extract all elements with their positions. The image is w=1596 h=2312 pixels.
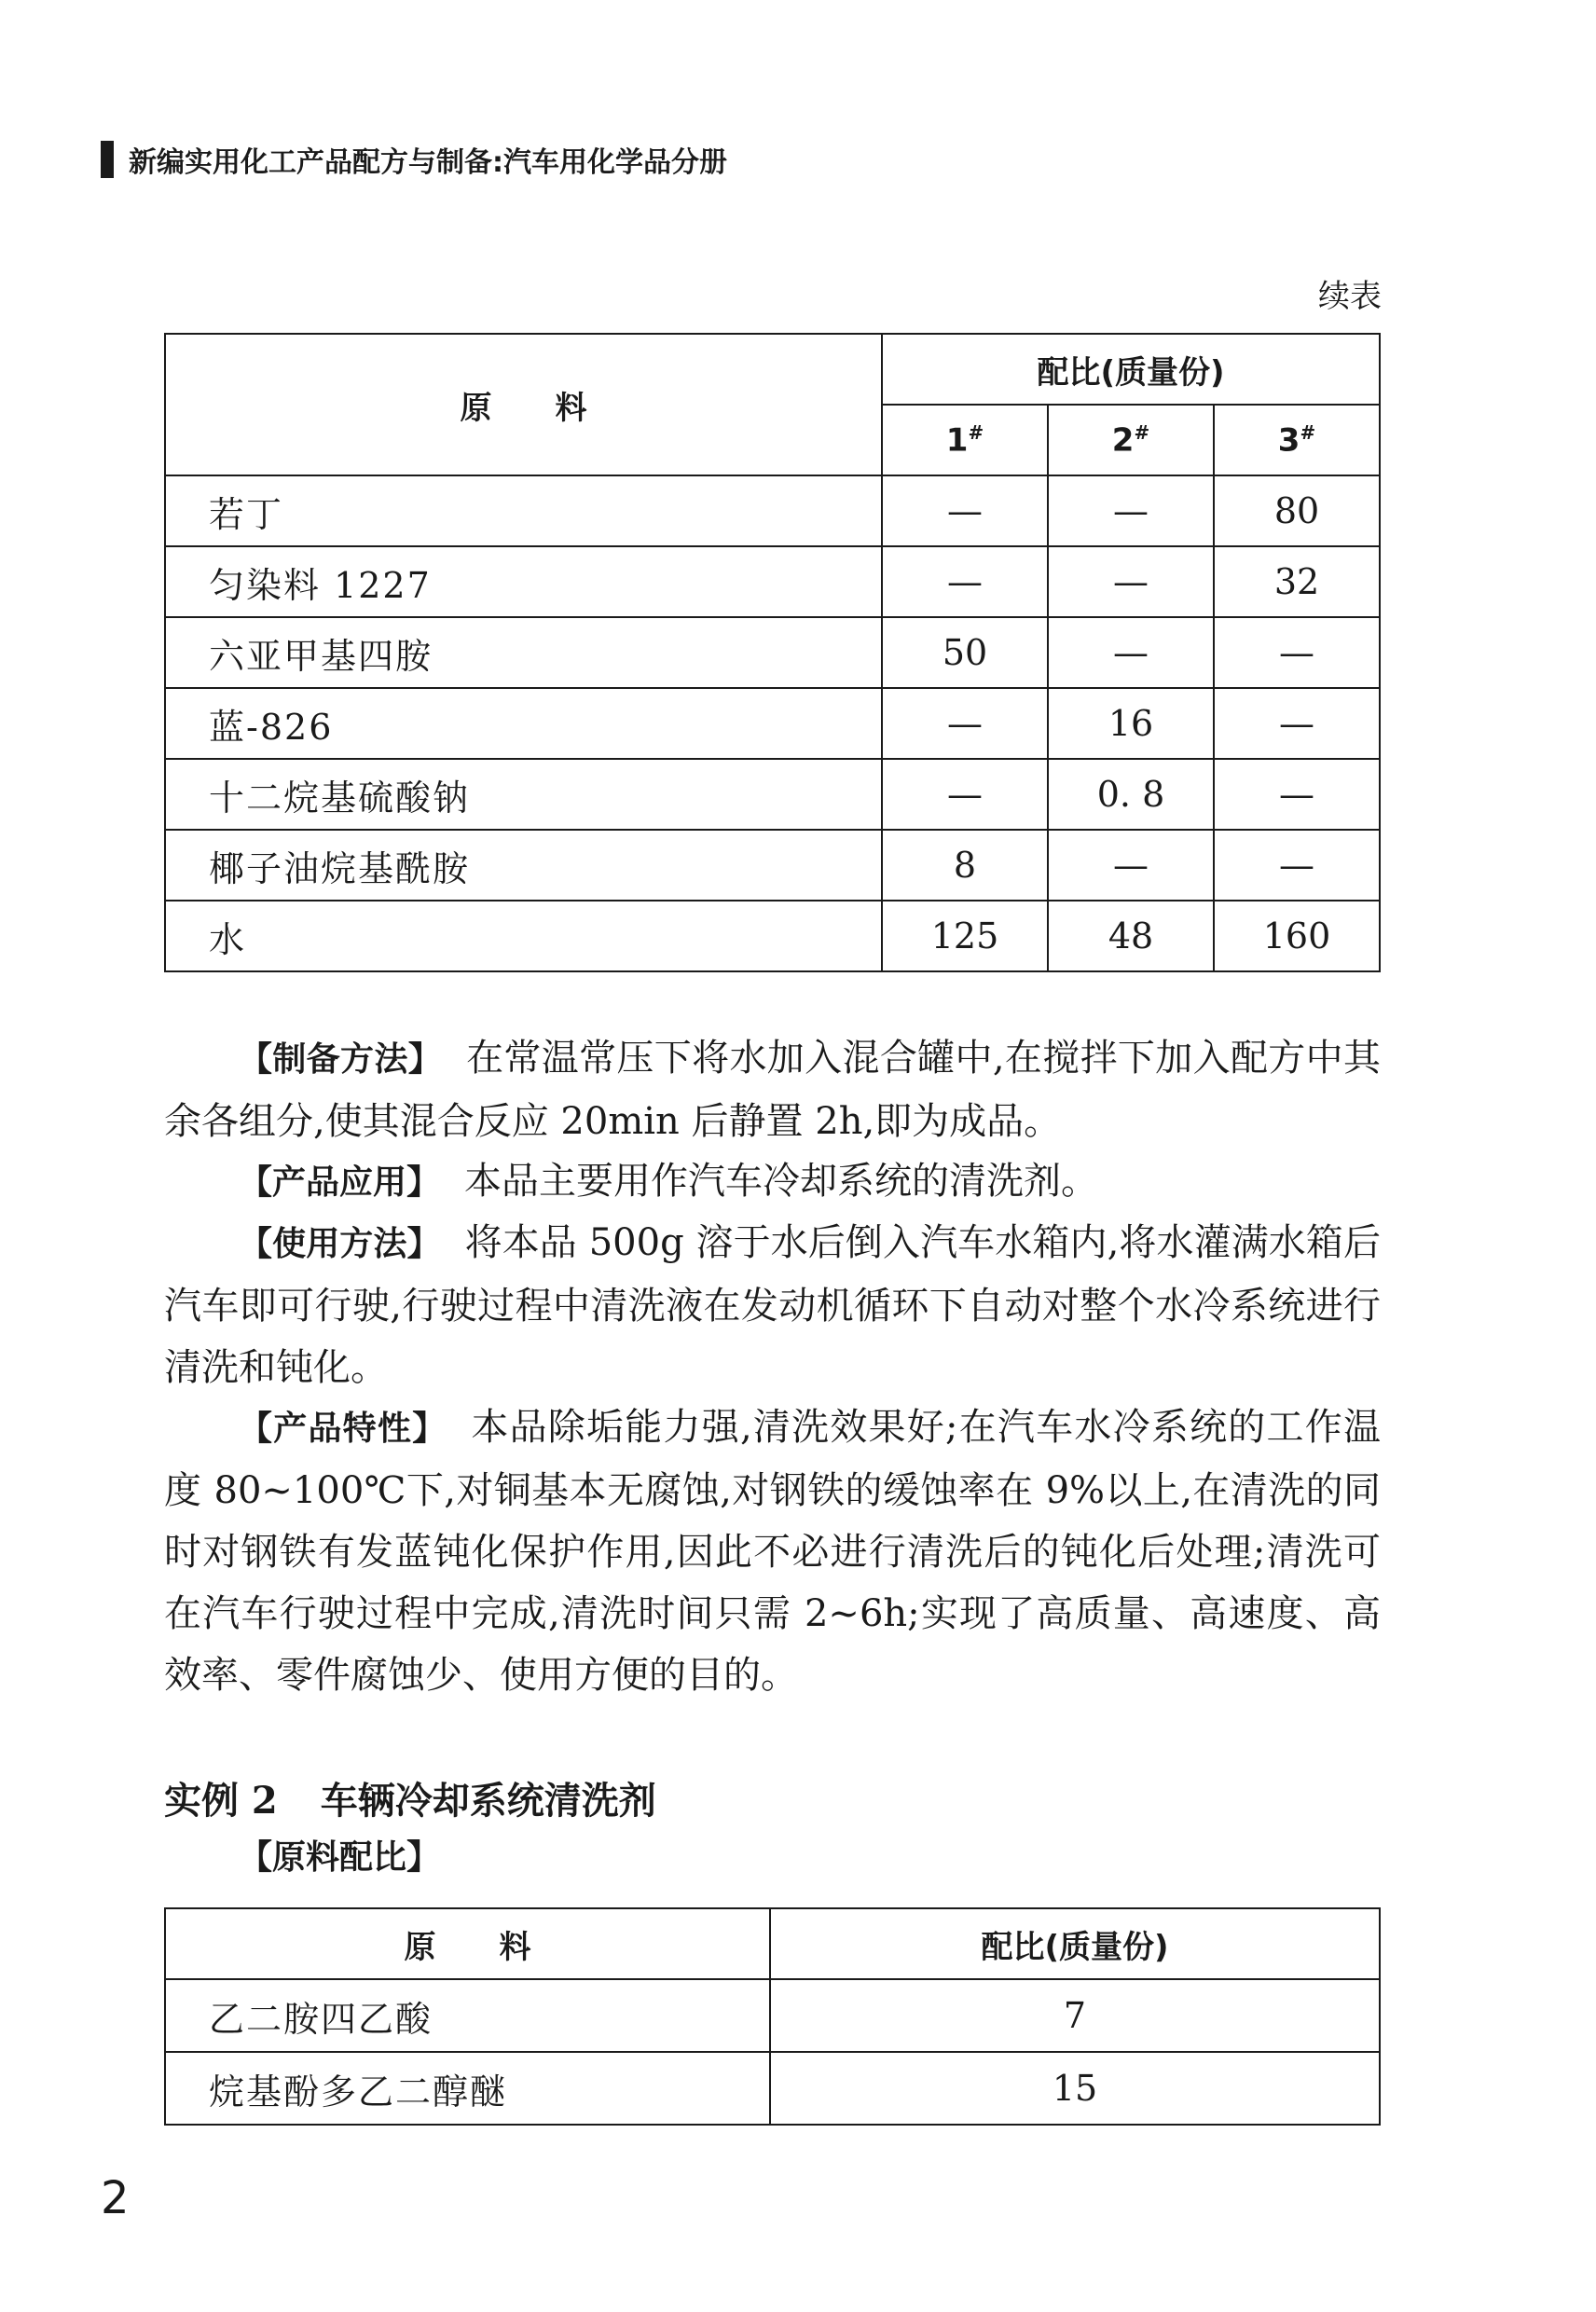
table-row [165,830,1380,901]
header-material: 原 料 [165,1908,770,1979]
table-row [165,759,1380,830]
example-heading [164,1771,656,1824]
value-cell: 125 [882,901,1048,971]
usage-label: 【使用方法】 [239,1225,441,1263]
table-row [165,1979,1380,2052]
value-cell: 160 [1214,901,1380,971]
value-cell: — [1214,830,1380,901]
table-row [165,546,1380,617]
value-cell: — [882,546,1048,617]
continued-label: 续表 [1318,278,1382,315]
table-row [165,901,1380,971]
running-header [101,140,727,179]
prep-method-paragraph [164,1027,1381,1152]
material-name: 水 [165,901,882,971]
table-header-row [165,1908,1380,1979]
prep-method-label: 【制备方法】 [239,1040,443,1079]
example-title: 车辆冷却系统清洗剂 [320,1779,656,1823]
table-row [165,475,1380,546]
value-cell: 8 [882,830,1048,901]
value-cell: 0. 8 [1048,759,1214,830]
features-label: 【产品特性】 [239,1410,447,1448]
features-text: 本品除垢能力强,清洗效果好;在汽车水冷系统的工作温度 80~100℃下,对铜基本无腐蚀,对钢铁的缓蚀率在 9%以上,在清洗的同时对钢铁有发蓝钝化保护作用,因此不必进行清洗后的钝化后处理;清洗可在汽车行驶过程中完成,清洗时间只需 2~6h;实现了高质量、高速度、高效率、零件腐蚀少、使用方便的目的。 [164,1406,1381,1697]
prep-method-text: 在常温常压下将水加入混合罐中,在搅拌下加入配方中其余各组分,使其混合反应 20min 后静置 2h,即为成品。 [164,1037,1381,1143]
header-ratio: 配比(质量份) [882,334,1380,405]
value-cell: 48 [1048,901,1214,971]
value-cell: 7 [770,1979,1380,2052]
material-name: 十二烷基硫酸钠 [165,759,882,830]
value-cell: — [882,688,1048,759]
value-cell: — [882,475,1048,546]
material-name: 若丁 [165,475,882,546]
usage-paragraph [164,1212,1381,1398]
value-cell: — [1214,759,1380,830]
value-cell: 50 [882,617,1048,688]
material-name: 六亚甲基四胺 [165,617,882,688]
value-cell: — [1048,475,1214,546]
usage-text: 将本品 500g 溶于水后倒入汽车水箱内,将水灌满水箱后汽车即可行驶,行驶过程中清洗液在发动机循环下自动对整个水冷系统进行清洗和钝化。 [164,1221,1381,1389]
formula-table-continued [164,333,1381,972]
table-row [165,688,1380,759]
features-paragraph [164,1397,1381,1706]
value-cell: 16 [1048,688,1214,759]
application-text: 本品主要用作汽车冷却系统的清洗剂。 [464,1160,1099,1203]
table-row [165,2052,1380,2125]
table-row [165,617,1380,688]
application-paragraph [164,1150,1381,1214]
value-cell: — [1048,546,1214,617]
header-formula-2: 2# [1048,405,1214,475]
value-cell: — [1048,830,1214,901]
header-ratio: 配比(质量份) [770,1908,1380,1979]
material-name: 匀染料 1227 [165,546,882,617]
value-cell: 15 [770,2052,1380,2125]
formula-table-example2 [164,1907,1381,2126]
table-header-row [165,334,1380,405]
value-cell: 32 [1214,546,1380,617]
value-cell: — [1214,688,1380,759]
value-cell: — [1048,617,1214,688]
header-formula-1: 1# [882,405,1048,475]
header-material: 原 料 [165,334,882,475]
value-cell: — [1214,617,1380,688]
header-formula-3: 3# [1214,405,1380,475]
value-cell: 80 [1214,475,1380,546]
example-number: 实例 2 [164,1779,278,1823]
material-name: 烷基酚多乙二醇醚 [165,2052,770,2125]
application-label: 【产品应用】 [239,1163,441,1202]
material-name: 蓝-826 [165,688,882,759]
header-bar-mark [101,141,114,178]
material-name: 椰子油烷基酰胺 [165,830,882,901]
value-cell: — [882,759,1048,830]
header-title: 新编实用化工产品配方与制备:汽车用化学品分册 [129,146,727,179]
page-number: 2 [101,2172,130,2224]
material-name: 乙二胺四乙酸 [165,1979,770,2052]
ratio-subheading: 【原料配比】 [239,1838,441,1877]
